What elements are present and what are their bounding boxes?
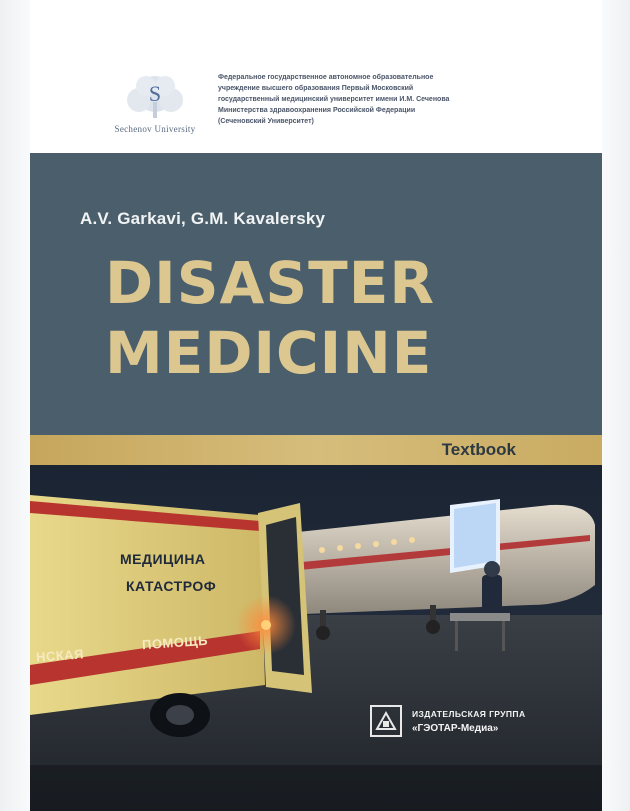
cover-title-area — [30, 153, 602, 435]
institution-line: учреждение высшего образования Первый Московский — [218, 85, 414, 92]
book-cover — [30, 0, 602, 811]
book-authors: A.V. Garkavi, G.M. Kavalersky — [80, 209, 326, 228]
institution-line: (Сеченовский Университет) — [218, 118, 314, 125]
cover-photo — [30, 465, 602, 811]
institution-line: государственный медицинский университет имени И.М. Сеченова — [218, 96, 450, 103]
publisher-line-1: ИЗДАТЕЛЬСКАЯ ГРУППА — [412, 709, 526, 719]
institution-info — [218, 72, 458, 127]
ambulance-text-3: ПОМОЩЬ — [141, 632, 209, 653]
ambulance-text-1: МЕДИЦИНА — [120, 551, 206, 567]
ambulance-text-2: КАТАСТРОФ — [126, 578, 217, 594]
university-logo — [100, 72, 210, 140]
institution-line: Министерства здравоохранения Российской Федерации — [218, 107, 416, 114]
logo-text: Sechenov University — [114, 124, 196, 134]
book-title-line-2: MEDICINE — [105, 319, 433, 387]
textbook-band — [30, 435, 602, 465]
book-title-line-1: DISASTER — [105, 249, 436, 317]
right-edge — [602, 0, 630, 811]
publisher-block — [370, 705, 580, 745]
cover-header — [30, 0, 602, 153]
tree-s-logo-icon — [122, 72, 188, 122]
publisher-logo-icon — [370, 705, 402, 737]
book-type-label: Textbook — [441, 440, 516, 459]
svg-text:S: S — [148, 81, 162, 106]
left-edge — [0, 0, 30, 811]
publisher-line-2: «ГЭОТАР-Медиа» — [412, 723, 499, 734]
institution-line: Федеральное государственное автономное образовательное — [218, 74, 434, 81]
ambulance-airplane-scene — [30, 465, 602, 811]
ambulance-text-4: НСКАЯ — [35, 646, 85, 665]
